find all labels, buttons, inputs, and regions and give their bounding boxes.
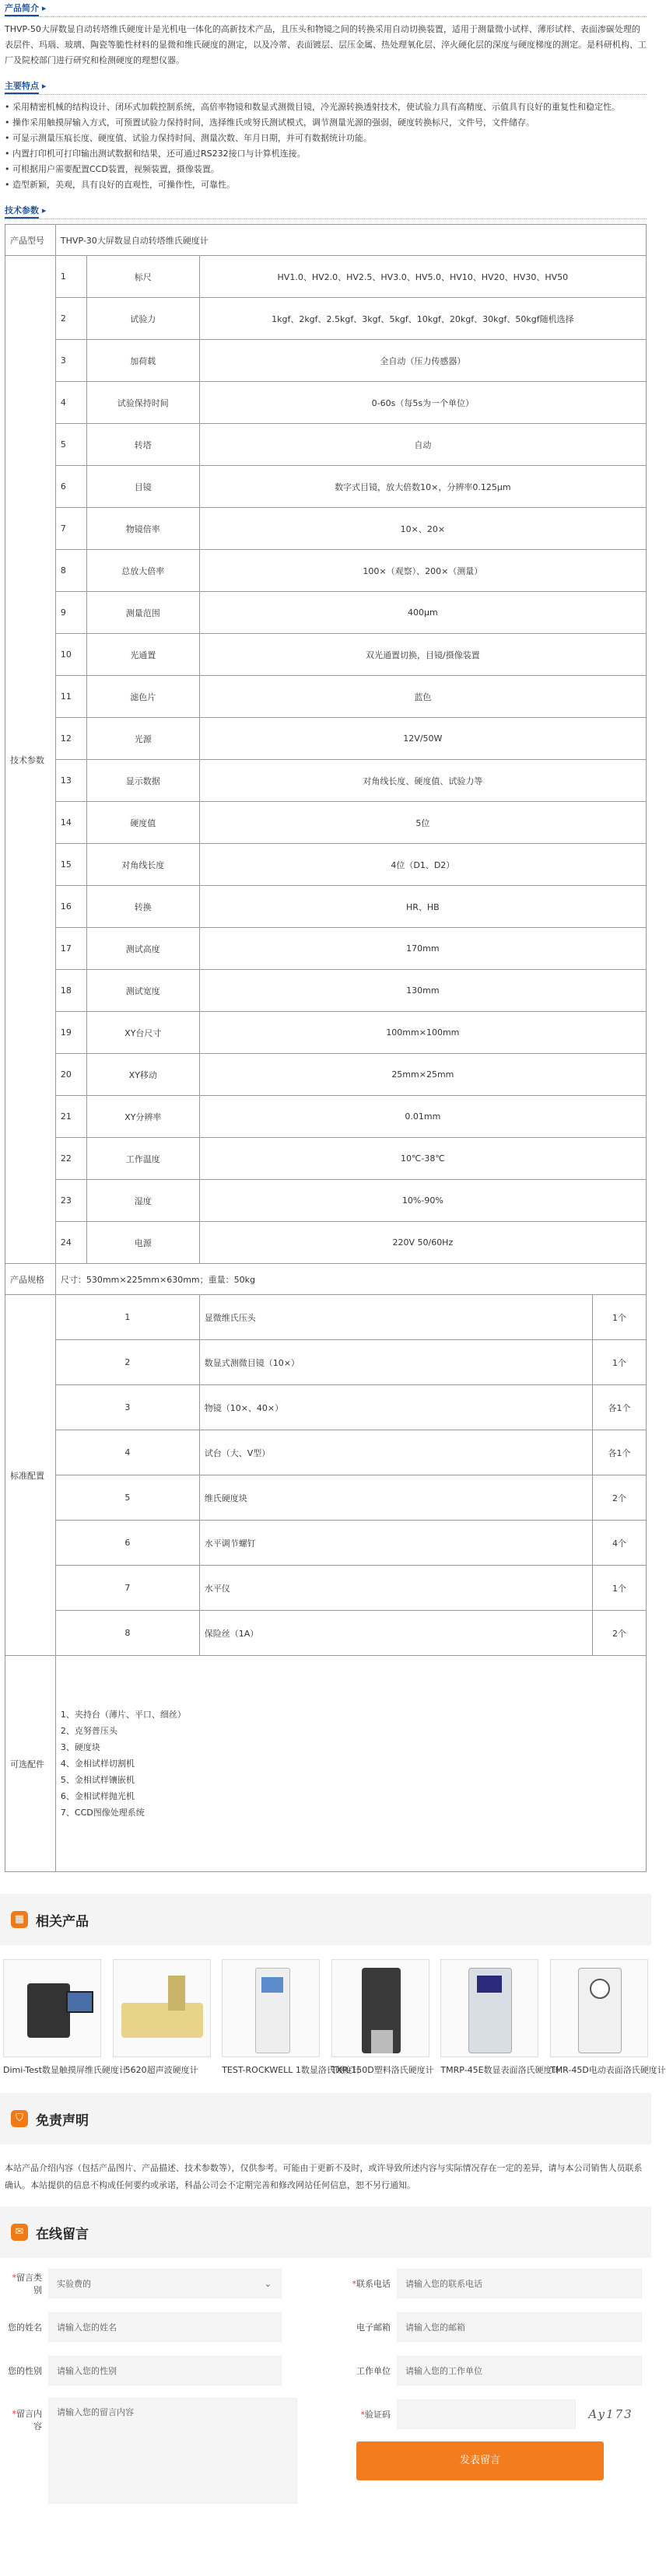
spec-row (5, 1138, 647, 1180)
spec-no: 2 (55, 298, 86, 340)
spec-name: 目镜 (86, 466, 199, 508)
std-name: 数显式测微目镜（10×） (199, 1340, 592, 1385)
spec-value: 100mm×100mm (199, 1012, 646, 1054)
spec-name: 试验保持时间 (86, 382, 199, 424)
spec-row (5, 844, 647, 886)
shield-icon: ⛉ (11, 2110, 28, 2127)
std-label: 标准配置 (5, 1295, 56, 1656)
spec-name: XY移动 (86, 1054, 199, 1096)
chevron-down-icon: ⌄ (264, 2279, 272, 2289)
feature-item: • 可显示测量压痕长度、硬度值、试验力保持时间、测量次数、年月日期，并可有数据统计功能。 (5, 131, 647, 146)
type-select[interactable]: 实验费的 ⌄ (48, 2269, 282, 2298)
std-name: 显微维氏压头 (199, 1295, 592, 1340)
spec-value: 10℃-38℃ (199, 1138, 646, 1180)
spec-row (5, 508, 647, 550)
spec-name: 总放大倍率 (86, 550, 199, 592)
spec-value: 5位 (199, 802, 646, 844)
product-name[interactable]: TMRP-45E数显表面洛氏硬度计 (440, 2065, 561, 2075)
spec-no: 17 (55, 928, 86, 970)
size-row (5, 1264, 647, 1295)
spec-no: 3 (55, 340, 86, 382)
product-name[interactable]: TXR-150D塑料洛氏硬度计 (331, 2065, 434, 2075)
spec-no: 19 (55, 1012, 86, 1054)
spec-no: 18 (55, 970, 86, 1012)
std-row (5, 1611, 647, 1656)
message-icon: ✉ (11, 2224, 28, 2241)
spec-row (5, 1180, 647, 1222)
email-input[interactable]: 请输入您的邮箱 (397, 2312, 642, 2342)
product-image[interactable] (331, 1959, 429, 2057)
related-product[interactable] (549, 1959, 666, 2076)
spec-table (5, 224, 647, 1872)
std-row (5, 1430, 647, 1475)
spec-no: 8 (55, 550, 86, 592)
related-product[interactable] (331, 1959, 434, 2076)
model-label: 产品型号 (5, 225, 56, 256)
spec-value: 蓝色 (199, 676, 646, 718)
opt-item: 5、金相试样镶嵌机 (60, 1775, 135, 1785)
spec-value: 10%-90% (199, 1180, 646, 1222)
spec-row (5, 256, 647, 298)
spec-value: 0.01mm (199, 1096, 646, 1138)
spec-row (5, 592, 647, 634)
spec-value: HV1.0、HV2.0、HV2.5、HV3.0、HV5.0、HV10、HV20、HV30、HV50 (199, 256, 646, 298)
std-row (5, 1566, 647, 1611)
feature-item: • 操作采用触摸屏输入方式，可预置试验力保持时间，选择维氏或努氏测试模式，调节测量光源的强弱，硬度转换标尺，文件号，文件储存。 (5, 115, 647, 131)
spec-row (5, 382, 647, 424)
std-no: 8 (55, 1611, 199, 1656)
spec-no: 23 (55, 1180, 86, 1222)
spec-row (5, 1222, 647, 1264)
std-qty: 各1个 (593, 1385, 647, 1430)
captcha-input[interactable] (397, 2399, 576, 2429)
spec-row (5, 340, 647, 382)
content-textarea[interactable]: 请输入您的留言内容 (48, 2398, 297, 2504)
spec-value: 对角线长度、硬度值、试验力等 (199, 760, 646, 802)
spec-name: 湿度 (86, 1180, 199, 1222)
spec-name: 光通置 (86, 634, 199, 676)
spec-no: 15 (55, 844, 86, 886)
spec-value: 4位（D1、D2） (199, 844, 646, 886)
std-row (5, 1475, 647, 1521)
product-name[interactable]: 5620超声波硬度计 (124, 2065, 198, 2075)
std-row (5, 1295, 647, 1340)
size-value: 尺寸：530mm×225mm×630mm；重量：50kg (55, 1264, 646, 1295)
opt-item: 2、克努普压头 (60, 1726, 117, 1736)
spec-row (5, 928, 647, 970)
std-no: 5 (55, 1475, 199, 1521)
spec-row (5, 760, 647, 802)
box-icon: ▦ (11, 1911, 28, 1928)
product-image[interactable] (3, 1959, 101, 2057)
spec-value: 100×（观察）、200×（测量） (199, 550, 646, 592)
spec-name: 电源 (86, 1222, 199, 1264)
related-products (0, 1945, 666, 2076)
product-image[interactable] (440, 1959, 538, 2057)
spec-no: 16 (55, 886, 86, 928)
tech-label: 技术参数 (5, 256, 56, 1264)
std-no: 7 (55, 1566, 199, 1611)
name-input[interactable]: 请输入您的姓名 (48, 2312, 282, 2342)
spec-name: XY分辨率 (86, 1096, 199, 1138)
std-name: 试台（大、V型） (199, 1430, 592, 1475)
spec-row (5, 802, 647, 844)
product-name[interactable]: TEST-ROCKWELL 1数显洛氏硬度计 (222, 2065, 361, 2075)
spec-no: 11 (55, 676, 86, 718)
spec-row (5, 676, 647, 718)
spec-value: 1kgf、2kgf、2.5kgf、3kgf、5kgf、10kgf、20kgf、30kgf、50kgf随机选择 (199, 298, 646, 340)
opt-item: 1、夹持台（薄片、平口、细丝） (60, 1710, 186, 1720)
submit-button[interactable]: 发表留言 (356, 2441, 604, 2480)
std-row (5, 1385, 647, 1430)
spec-value: 12V/50W (199, 718, 646, 760)
spec-row (5, 718, 647, 760)
related-header: ▦ 相关产品 (0, 1894, 651, 1945)
product-name[interactable]: TMR-45D电动表面洛氏硬度计 (549, 2065, 666, 2075)
features-title: 主要特点 ▸ (5, 78, 647, 95)
spec-name: 标尺 (86, 256, 199, 298)
product-image[interactable] (113, 1959, 211, 2057)
spec-row (5, 466, 647, 508)
spec-value: 自动 (199, 424, 646, 466)
spec-value: 25mm×25mm (199, 1054, 646, 1096)
feature-item: • 造型新颖，美观，具有良好的直观性，可操作性，可靠性。 (5, 177, 647, 193)
spec-row (5, 424, 647, 466)
message-form: *留言类别 实验费的 ⌄ *联系电话 请输入您的联系电话 您的姓名 请输入您的姓名 电子邮箱 请输入您的邮箱 您的性别 请输入您的性别 工作单位 请输入您的工作单位 *留言内容 请输入您的留言内容 *验证码 Ay173 发表留言 (0, 2258, 651, 2515)
spec-name: 硬度值 (86, 802, 199, 844)
spec-name: 物镜倍率 (86, 508, 199, 550)
std-no: 2 (55, 1340, 199, 1385)
disclaimer-text: 本站产品介绍内容（包括产品图片、产品描述、技术参数等），仅供参考。可能由于更新不及时，或许导致所述内容与实际情况存在一定的差异，请与本公司销售人员联系确认。本站提供的信息不构成任何要约或承诺，科晶公司会不定期完善和修改网站任何信息，恕不另行通知。 (5, 2163, 643, 2190)
std-name: 物镜（10×、40×） (199, 1385, 592, 1430)
overview-title: 产品简介 ▸ (5, 0, 647, 17)
spec-no: 6 (55, 466, 86, 508)
spec-row (5, 1054, 647, 1096)
spec-value: 全自动（压力传感器） (199, 340, 646, 382)
product-image[interactable] (222, 1959, 320, 2057)
std-row (5, 1521, 647, 1566)
spec-value: 400μm (199, 592, 646, 634)
std-qty: 各1个 (593, 1430, 647, 1475)
spec-row (5, 634, 647, 676)
related-product[interactable] (113, 1959, 211, 2076)
work-input[interactable]: 请输入您的工作单位 (397, 2356, 642, 2385)
spec-value: 双光通置切换，目镜/摄像装置 (199, 634, 646, 676)
spec-value: 220V 50/60Hz (199, 1222, 646, 1264)
related-product[interactable] (3, 1959, 128, 2076)
opt-item: 6、金相试样抛光机 (60, 1791, 135, 1801)
std-name: 保险丝（1A） (199, 1611, 592, 1656)
std-qty: 1个 (593, 1340, 647, 1385)
spec-no: 10 (55, 634, 86, 676)
phone-input[interactable]: 请输入您的联系电话 (397, 2269, 642, 2298)
opt-label: 可选配件 (5, 1656, 56, 1872)
opt-list (55, 1656, 646, 1872)
spec-row (5, 1096, 647, 1138)
related-product[interactable] (222, 1959, 361, 2076)
spec-no: 9 (55, 592, 86, 634)
model-value: THVP-30大屏数显自动转塔维氏硬度计 (55, 225, 646, 256)
std-qty: 2个 (593, 1611, 647, 1656)
std-qty: 1个 (593, 1295, 647, 1340)
spec-value: 0-60s（每5s为一个单位） (199, 382, 646, 424)
spec-value: HR、HB (199, 886, 646, 928)
features-list (5, 100, 647, 193)
spec-row (5, 970, 647, 1012)
spec-name: 测量范围 (86, 592, 199, 634)
spec-no: 21 (55, 1096, 86, 1138)
opt-row (5, 1656, 647, 1872)
spec-no: 24 (55, 1222, 86, 1264)
spec-name: 测试宽度 (86, 970, 199, 1012)
spec-value: 130mm (199, 970, 646, 1012)
product-name[interactable]: Dimi-Test数显触摸屏维氏硬度计 (3, 2065, 128, 2075)
spec-row (5, 298, 647, 340)
opt-item: 7、CCD图像处理系统 (60, 1808, 145, 1818)
std-row (5, 1340, 647, 1385)
spec-name: 显示数据 (86, 760, 199, 802)
spec-no: 12 (55, 718, 86, 760)
gender-input[interactable]: 请输入您的性别 (48, 2356, 282, 2385)
std-name: 水平仪 (199, 1566, 592, 1611)
spec-no: 13 (55, 760, 86, 802)
feature-item: • 内置打印机可打印输出测试数据和结果，还可通过RS232接口与计算机连接。 (5, 146, 647, 162)
spec-row (5, 550, 647, 592)
spec-name: 试验力 (86, 298, 199, 340)
spec-name: 转换 (86, 886, 199, 928)
spec-name: XY台尺寸 (86, 1012, 199, 1054)
opt-item: 4、金相试样切割机 (60, 1759, 135, 1769)
spec-no: 20 (55, 1054, 86, 1096)
product-image[interactable] (550, 1959, 648, 2057)
message-header: ✉ 在线留言 (0, 2207, 651, 2258)
feature-item: • 可根据用户需要配置CCD装置，视频装置，摄像装置。 (5, 162, 647, 177)
spec-name: 光源 (86, 718, 199, 760)
feature-item: • 采用精密机械的结构设计、闭环式加载控制系统，高倍率物镜和数显式测微目镜，冷光源转换透射技术，使试验力具有高精度、示值具有良好的重复性和稳定性。 (5, 100, 647, 115)
std-no: 6 (55, 1521, 199, 1566)
spec-value: 数字式目镜，放大倍数10×，分辨率0.125μm (199, 466, 646, 508)
std-qty: 2个 (593, 1475, 647, 1521)
spec-no: 5 (55, 424, 86, 466)
overview-text: THVP-50大屏数显自动转塔维氏硬度计是光机电一体化的高新技术产品，且压头和物镜之间的转换采用自动切换装置，适用于测量微小试样、薄形试样、表面渗碳处理的表层件、玛瑙、玻璃、陶瓷等脆性材料的显微和维氏硬度的测定，以及冷蒂、表面镀层、层压金属、热处理氧化层、淬火硬化层的深度与硬度梯度的测定。是科研机构、工厂及院校部门进行研究和检测硬度的理想仪器。 (5, 24, 647, 65)
spec-value: 170mm (199, 928, 646, 970)
std-qty: 1个 (593, 1566, 647, 1611)
spec-row (5, 1012, 647, 1054)
spec-no: 1 (55, 256, 86, 298)
std-name: 水平调节螺钉 (199, 1521, 592, 1566)
spec-name: 滤色片 (86, 676, 199, 718)
captcha-image[interactable]: Ay173 (588, 2407, 633, 2421)
disclaimer-header: ⛉ 免责声明 (0, 2093, 651, 2144)
spec-no: 14 (55, 802, 86, 844)
size-label: 产品规格 (5, 1264, 56, 1295)
std-no: 1 (55, 1295, 199, 1340)
std-qty: 4个 (593, 1521, 647, 1566)
specs-title: 技术参数 ▸ (5, 202, 647, 219)
std-name: 维氏硬度块 (199, 1475, 592, 1521)
related-product[interactable] (440, 1959, 561, 2076)
spec-no: 4 (55, 382, 86, 424)
opt-item: 3、硬度块 (60, 1742, 100, 1752)
spec-name: 测试高度 (86, 928, 199, 970)
spec-no: 7 (55, 508, 86, 550)
spec-name: 工作温度 (86, 1138, 199, 1180)
spec-value: 10×、20× (199, 508, 646, 550)
std-no: 4 (55, 1430, 199, 1475)
spec-name: 对角线长度 (86, 844, 199, 886)
spec-name: 转塔 (86, 424, 199, 466)
spec-row (5, 886, 647, 928)
spec-name: 加荷载 (86, 340, 199, 382)
spec-no: 22 (55, 1138, 86, 1180)
std-no: 3 (55, 1385, 199, 1430)
